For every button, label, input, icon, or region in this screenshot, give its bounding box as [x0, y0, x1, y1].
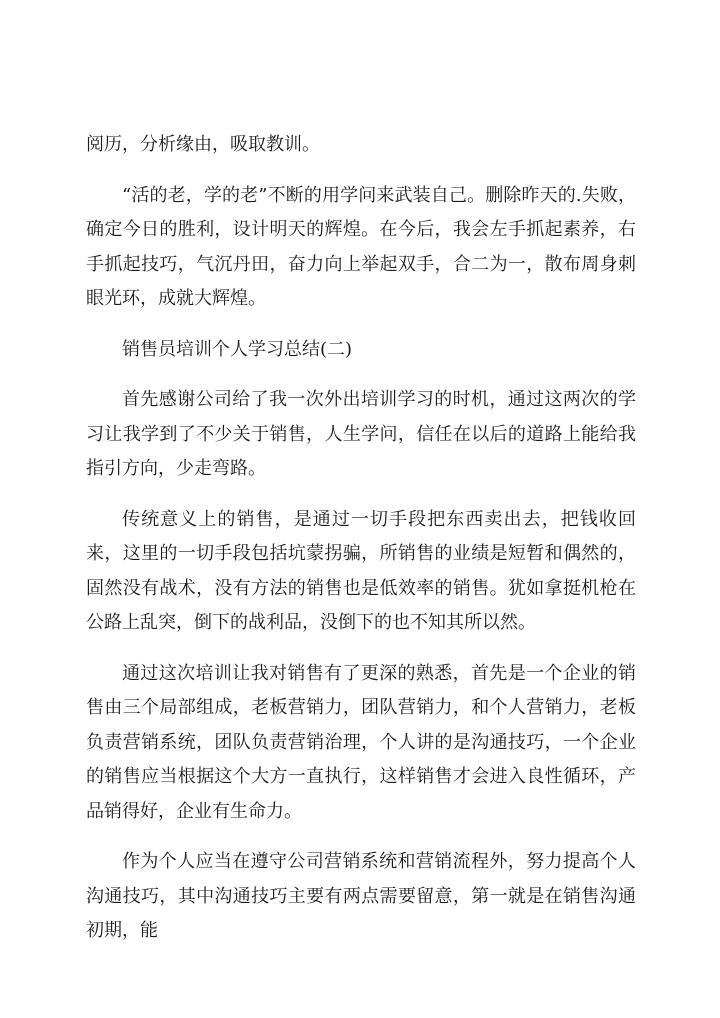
paragraph-continuation: 阅历，分析缘由，吸取教训。 [86, 134, 320, 155]
document-body [86, 128, 636, 965]
section-heading: 销售员培训个人学习总结(二) [122, 338, 353, 360]
paragraph: 首先感谢公司给了我一次外出培训学习的时机，通过这两次的学习让我学到了不少关于销售，人生学问，信任在以后的道路上能给我指引方向，少走弯路。 [86, 389, 636, 479]
paragraph: “活的老，学的老”不断的用学问来武装自己。删除昨天的.失败，确定今日的胜利，设计明天的辉煌。在今后，我会左手抓起素养，右手抓起技巧，气沉丹田，奋力向上举起双手，合二为一，散布周身刺眼光环，成就大辉煌。 [86, 184, 636, 309]
paragraph: 通过这次培训让我对销售有了更深的熟悉，首先是一个企业的销售由三个局部组成，老板营销力，团队营销力，和个人营销力，老板负责营销系统，团队负责营销治理，个人讲的是沟通技巧，一个企业的销售应当根据这个大方一直执行，这样销售才会进入良性循环，产品销得好，企业有生命力。 [86, 662, 636, 822]
paragraph: 作为个人应当在遵守公司营销系统和营销流程外，努力提高个人沟通技巧，其中沟通技巧主要有两点需要留意，第一就是在销售沟通初期，能 [86, 851, 636, 941]
paragraph: 传统意义上的销售，是通过一切手段把东西卖出去，把钱收回来，这里的一切手段包括坑蒙拐骗，所销售的业绩是短暂和偶然的，固然没有战术，没有方法的销售也是低效率的销售。犹如拿挺机枪在公路上乱突，倒下的战利品，没倒下的也不知其所以然。 [86, 508, 636, 633]
